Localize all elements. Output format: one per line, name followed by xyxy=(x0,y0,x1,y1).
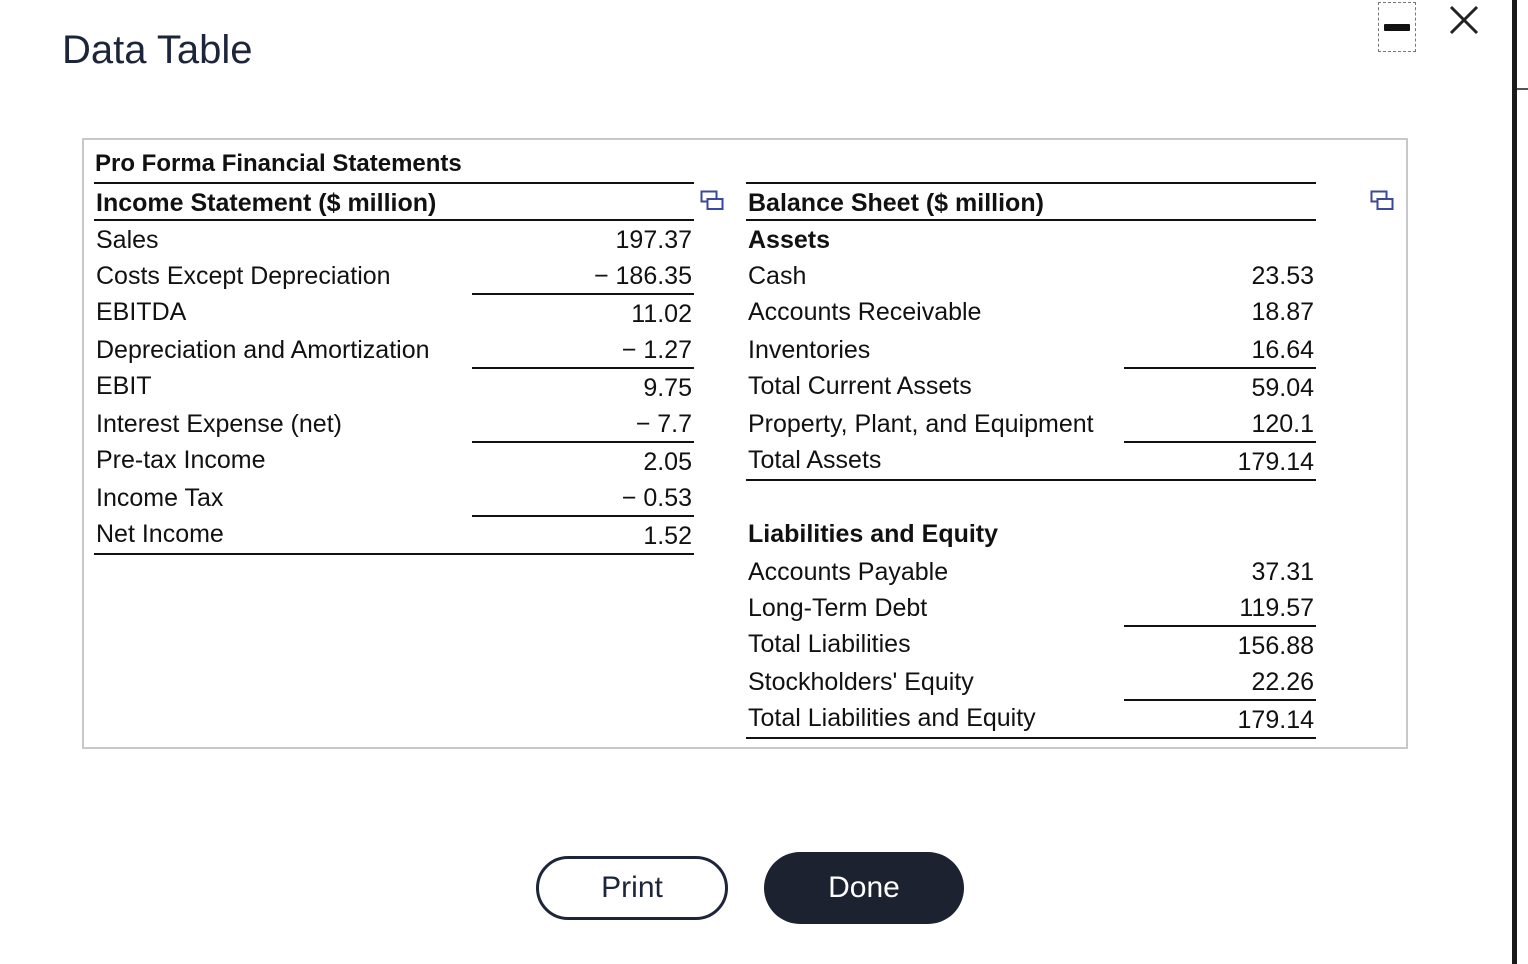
close-icon xyxy=(1446,2,1482,38)
table-row xyxy=(94,479,694,515)
row-label: Cash xyxy=(748,262,807,290)
row-value: 16.64 xyxy=(1251,336,1314,364)
row-label: Total Current Assets xyxy=(748,372,972,400)
row-label: Total Liabilities and Equity xyxy=(748,704,1036,732)
done-button[interactable]: Done xyxy=(764,852,964,924)
row-value: − 1.27 xyxy=(621,336,692,364)
row-value: − 7.7 xyxy=(635,410,692,438)
row-label: Costs Except Depreciation xyxy=(96,262,391,290)
row-label: Accounts Payable xyxy=(748,558,949,586)
row-value: 59.04 xyxy=(1251,374,1314,402)
row-label: Long-Term Debt xyxy=(748,594,928,622)
table-row xyxy=(94,331,694,367)
row-label: Income Tax xyxy=(96,484,224,512)
row-value: 37.31 xyxy=(1251,558,1314,586)
row-value: 197.37 xyxy=(615,226,692,254)
table-row xyxy=(94,405,694,441)
row-value: 2.05 xyxy=(643,448,692,476)
row-label: Net Income xyxy=(96,520,224,548)
row-value: − 186.35 xyxy=(593,262,692,290)
print-button[interactable]: Print xyxy=(536,856,728,920)
row-label: Property, Plant, and Equipment xyxy=(748,410,1094,438)
table-row xyxy=(94,257,694,293)
copy-table-icon[interactable] xyxy=(1370,190,1394,212)
window-edge-tick xyxy=(1517,88,1528,90)
row-label: Total Liabilities xyxy=(748,630,911,658)
row-label: Pre-tax Income xyxy=(96,446,266,474)
balance-sheet-table xyxy=(746,182,1316,742)
close-button[interactable] xyxy=(1446,2,1482,38)
table-row xyxy=(746,663,1316,699)
row-label: EBIT xyxy=(96,372,152,400)
window-edge xyxy=(1512,0,1517,964)
statements-title: Pro Forma Financial Statements xyxy=(95,150,462,177)
table-row xyxy=(94,441,694,477)
row-value: 11.02 xyxy=(631,300,692,328)
row-value: 179.14 xyxy=(1237,706,1314,734)
dialog-title: Data Table xyxy=(62,28,253,72)
row-value: 9.75 xyxy=(643,374,692,402)
table-row xyxy=(746,625,1316,661)
row-label: Sales xyxy=(96,226,159,254)
balance-sheet-header: Balance Sheet ($ million) xyxy=(748,189,1044,217)
row-value: 179.14 xyxy=(1237,448,1314,476)
row-label: Depreciation and Amortization xyxy=(96,336,430,364)
row-value: 23.53 xyxy=(1251,262,1314,290)
table-row xyxy=(746,553,1316,589)
table-row xyxy=(746,367,1316,403)
minimize-button[interactable] xyxy=(1378,2,1416,52)
row-value: 22.26 xyxy=(1251,668,1314,696)
row-value: 119.57 xyxy=(1239,594,1314,622)
table-row xyxy=(746,331,1316,367)
divider xyxy=(746,479,1316,481)
divider xyxy=(94,553,694,555)
row-label: EBITDA xyxy=(96,298,187,326)
row-label: Interest Expense (net) xyxy=(96,410,342,438)
table-row xyxy=(746,589,1316,625)
row-value: 18.87 xyxy=(1251,298,1314,326)
table-row xyxy=(94,367,694,403)
table-row xyxy=(746,293,1316,329)
row-value: 156.88 xyxy=(1237,632,1314,660)
income-statement-header: Income Statement ($ million) xyxy=(96,189,437,217)
table-row xyxy=(94,221,694,257)
liabilities-header: Liabilities and Equity xyxy=(748,520,999,548)
row-value: 120.1 xyxy=(1251,410,1314,438)
table-row xyxy=(94,515,694,551)
table-row xyxy=(94,293,694,329)
table-row xyxy=(746,699,1316,735)
table-row xyxy=(746,405,1316,441)
row-label: Accounts Receivable xyxy=(748,298,982,326)
row-label: Inventories xyxy=(748,336,871,364)
minimize-icon xyxy=(1384,24,1410,31)
row-value: 1.52 xyxy=(643,522,692,550)
assets-header: Assets xyxy=(748,226,830,254)
row-label: Total Assets xyxy=(748,446,882,474)
table-row xyxy=(746,441,1316,477)
table-row xyxy=(746,257,1316,293)
row-label: Stockholders' Equity xyxy=(748,668,974,696)
row-value: − 0.53 xyxy=(621,484,692,512)
divider xyxy=(746,737,1316,739)
income-statement-table xyxy=(94,182,694,556)
copy-table-icon[interactable] xyxy=(700,190,724,212)
